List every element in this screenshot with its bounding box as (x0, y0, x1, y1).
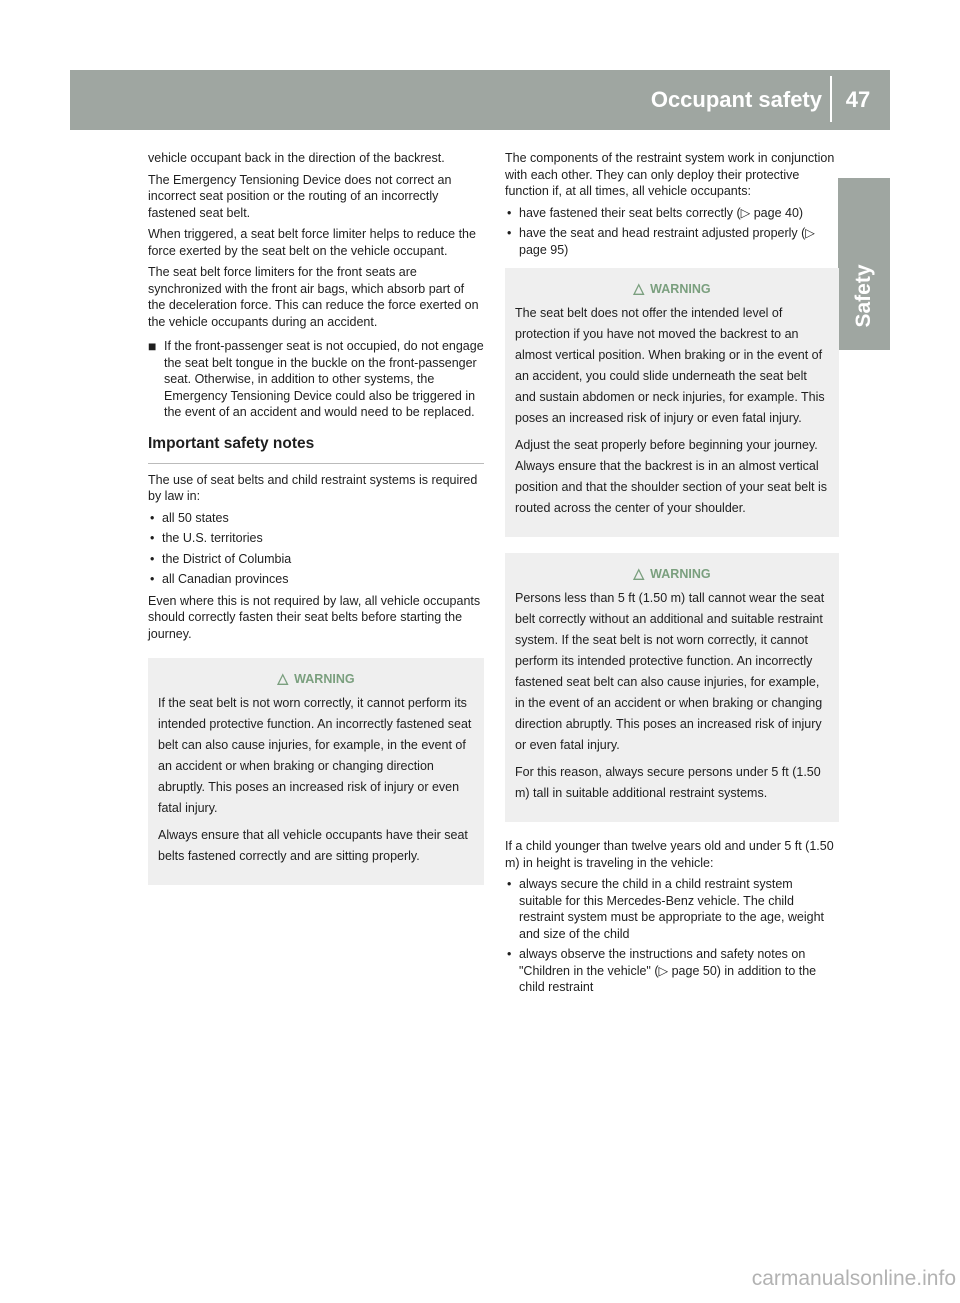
list-item: • the U.S. territories (148, 530, 484, 547)
warning-box (148, 658, 484, 885)
bullet-list (148, 510, 484, 588)
warning-text: If the seat belt is not worn correctly, it cannot perform its intended protective function. An incorrectly fastened seat belt can also cause injuries, for example, in the event of an accident or when braking or changing direction abruptly. This poses an increased risk of injury or even fatal injury. (158, 696, 472, 815)
watermark: carmanualsonline.info (751, 1267, 956, 1290)
list-item: • always observe the instructions and safety notes on "Children in the vehicle" (▷ page 50) in addition to the child restraint (505, 946, 839, 996)
warning-heading (515, 278, 829, 299)
warning-box (505, 268, 839, 537)
right-column (505, 150, 839, 1001)
left-column (148, 150, 484, 901)
warning-text: The seat belt does not offer the intended level of protection if you have not moved the backrest to an almost vertical position. When braking or in the event of an accident, you could slide underneath the seat belt and sustain abdomen or neck injuries, for example. This poses an increased risk of injury or even fatal injury. (515, 306, 825, 425)
bullet-list (505, 876, 839, 996)
warning-triangle-icon: △ (633, 565, 645, 581)
paragraph: The Emergency Tensioning Device does not correct an incorrect seat position or the routing of an incorrectly fastened seat belt. (148, 172, 452, 220)
warning-text: Persons less than 5 ft (1.50 m) tall cannot wear the seat belt correctly without an additional and suitable restraint system. If the seat belt is not worn correctly, it cannot perform its intended protective function. An incorrectly fastened seat belt can also cause injuries, for example, in the event of an accident or when braking or changing direction abruptly. This poses an increased risk of injury or even fatal injury. (515, 591, 825, 752)
list-item: • all Canadian provinces (148, 571, 484, 588)
list-item: • the District of Columbia (148, 551, 484, 568)
list-item: • have fastened their seat belts correctly (▷ page 40) (505, 205, 839, 222)
warning-heading (158, 668, 474, 689)
page-number: 47 (845, 87, 871, 112)
note-text: If the front-passenger seat is not occupied, do not engage the seat belt tongue in the buckle on the front-passenger seat. Otherwise, in addition to other systems, the Emergency Tensioning Device could also be triggered in the event of an accident and would need to be replaced. (164, 339, 484, 419)
note-icon: ■ (148, 338, 157, 354)
paragraph: The seat belt force limiters for the front seats are synchronized with the front air bags, which absorb part of the deceleration force. This can reduce the force exerted on the vehicle occupants during an accident. (148, 265, 479, 329)
list-item: • always secure the child in a child restraint system suitable for this Mercedes-Benz vehicle. The child restraint system must be appropriate to the age, weight and size of the child (505, 876, 839, 942)
header-divider (830, 76, 832, 122)
page-header-title: Occupant safety (650, 87, 822, 112)
warning-text: Always ensure that all vehicle occupants have their seat belts fastened correctly and are sitting properly. (158, 828, 468, 863)
warning-title: WARNING (650, 282, 711, 296)
warning-triangle-icon: △ (277, 670, 289, 686)
warning-heading (515, 563, 829, 584)
paragraph: When triggered, a seat belt force limiter helps to reduce the force exerted by the seat belt on the vehicle occupant. (148, 227, 476, 258)
warning-title: WARNING (294, 672, 355, 686)
warning-text: Adjust the seat properly before beginning your journey. Always ensure that the backrest is in an almost vertical position and that the shoulder section of your seat belt is routed across the center of your shoulder. (515, 438, 827, 515)
warning-title: WARNING (650, 567, 711, 581)
note-block (148, 338, 484, 421)
paragraph: The components of the restraint system work in conjunction with each other. They can only deploy their protective function if, at all times, all vehicle occupants: (505, 151, 835, 198)
list-item: • have the seat and head restraint adjusted properly (▷ page 95) (505, 225, 839, 258)
paragraph: The use of seat belts and child restraint systems is required by law in: (148, 472, 478, 503)
warning-triangle-icon: △ (633, 280, 645, 296)
paragraph: vehicle occupant back in the direction of the backrest. (148, 151, 445, 165)
paragraph: If a child younger than twelve years old and under 5 ft (1.50 m) in height is traveling in the vehicle: (505, 839, 834, 870)
section-side-tab-label: Safety (852, 264, 875, 328)
list-item: • all 50 states (148, 510, 484, 527)
warning-box (505, 553, 839, 822)
warning-text: For this reason, always secure persons under 5 ft (1.50 m) tall in suitable additional restraint systems. (515, 765, 821, 800)
paragraph: Even where this is not required by law, all vehicle occupants should correctly fasten their seat belts before starting the journey. (148, 593, 481, 641)
section-heading: Important safety notes (148, 433, 484, 464)
bullet-list (505, 205, 839, 259)
